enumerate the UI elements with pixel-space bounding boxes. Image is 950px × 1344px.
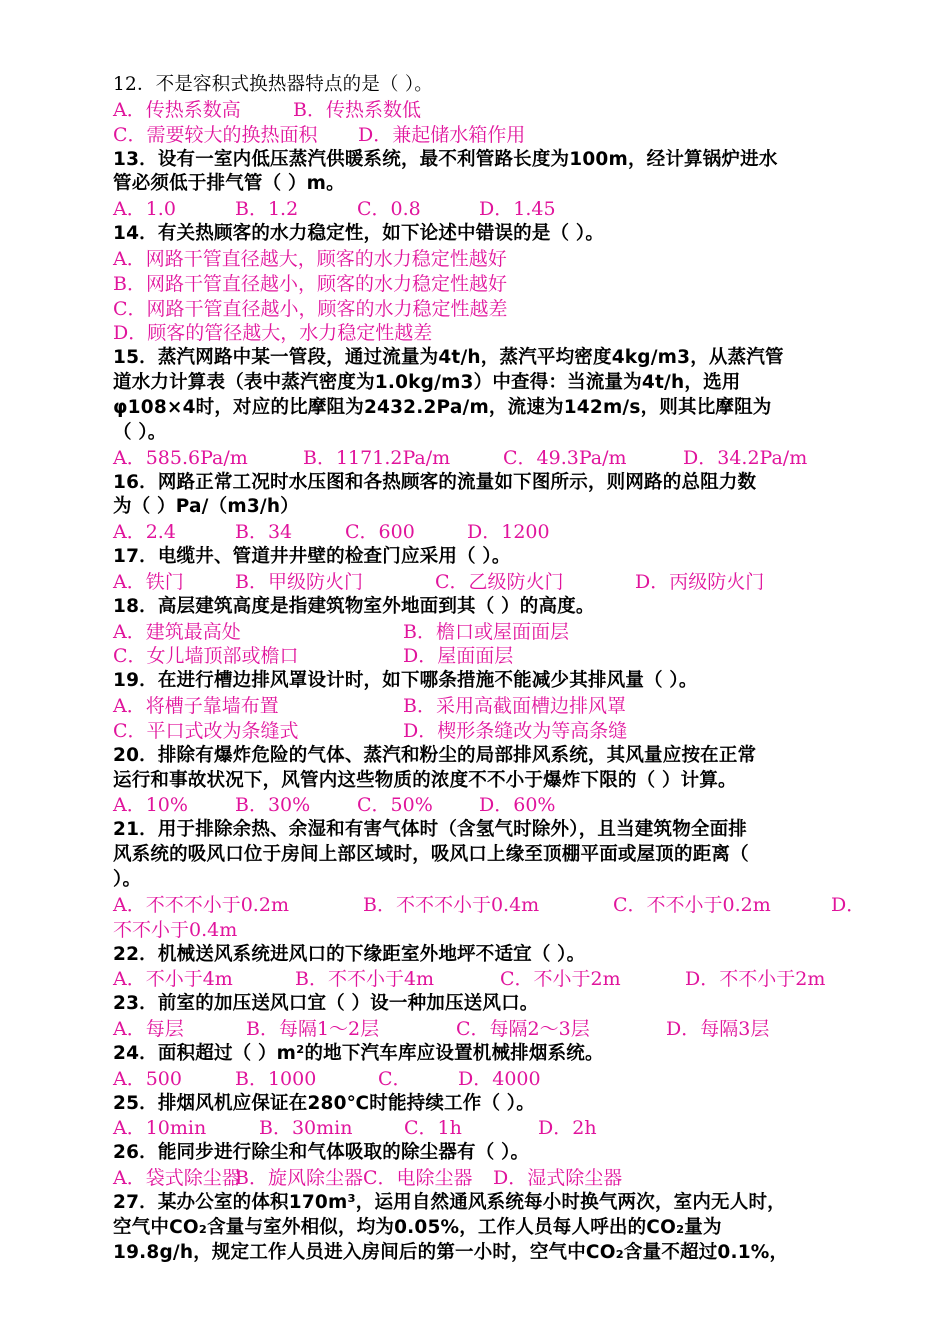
question-stem-line: 21．用于排除余热、余湿和有害气体时（含氢气时除外），且当建筑物全面排 bbox=[113, 819, 747, 841]
option-choice: D．1200 bbox=[467, 521, 550, 544]
option-choice: A．将槽子靠墙布置 bbox=[113, 695, 279, 718]
question-block bbox=[113, 148, 903, 223]
option-choice: D．4000 bbox=[458, 1067, 541, 1090]
option-row bbox=[113, 1067, 903, 1092]
option-choice: C．网路干管直径越小，顾客的水力稳定性越差 bbox=[113, 297, 508, 320]
question-stem-line: 风系统的吸风口位于房间上部区域时，吸风口上缘至顶棚平面或屋顶的距离（ bbox=[113, 844, 749, 866]
question-stem-line: 运行和事故状况下，风管内这些物质的浓度不不小于爆炸下限的（ ）计算。 bbox=[113, 769, 737, 791]
option-row bbox=[113, 123, 903, 148]
question-stem-line: 24．面积超过（ ）m²的地下汽车库应设置机械排烟系统。 bbox=[113, 1042, 604, 1064]
option-choice: A．500 bbox=[113, 1067, 182, 1090]
question-stem-line: 20．排除有爆炸危险的气体、蒸汽和粉尘的局部排风系统，其风量应按在正常 bbox=[113, 744, 757, 766]
option-choice: D．34.2Pa/m bbox=[683, 446, 808, 469]
option-row bbox=[113, 644, 903, 669]
option-choice: D．60% bbox=[479, 794, 556, 817]
option-choice: C．600 bbox=[345, 521, 415, 544]
question-stem-line: 25．排烟风机应保证在280℃时能持续工作（ ）。 bbox=[113, 1092, 535, 1114]
option-row bbox=[113, 967, 903, 992]
option-choice: A．建筑最高处 bbox=[113, 620, 241, 643]
option-choice: C．50% bbox=[357, 794, 433, 817]
option-row bbox=[113, 620, 903, 645]
option-choice: B．30min bbox=[259, 1117, 353, 1140]
option-choice: B．采用高截面槽边排风罩 bbox=[403, 695, 626, 718]
question-stem-line: 14．有关热顾客的水力稳定性，如下论述中错误的是（ ）。 bbox=[113, 223, 605, 245]
question-stem-line: 17．电缆井、管道井井壁的检查门应采用（ ）。 bbox=[113, 546, 511, 568]
question-list bbox=[113, 73, 903, 1266]
option-choice: A．每层 bbox=[113, 1018, 184, 1041]
option-choice: B．1.2 bbox=[235, 198, 299, 221]
option-row bbox=[113, 570, 903, 595]
option-row bbox=[113, 520, 903, 545]
question-block bbox=[113, 545, 903, 595]
option-row bbox=[113, 321, 903, 346]
option-choice: D．1.45 bbox=[479, 198, 556, 221]
question-stem-line: 22．机械送风系统进风口的下缘距室外地坪不适宜（ ）。 bbox=[113, 943, 586, 965]
option-choice: C．女儿墙顶部或檐口 bbox=[113, 645, 299, 668]
option-choice: C． bbox=[378, 1067, 412, 1090]
option-choice: C．不小于2m bbox=[500, 968, 621, 991]
option-choice: C．49.3Pa/m bbox=[503, 446, 627, 469]
option-row bbox=[113, 247, 903, 272]
option-choice: 不不小于0.4m bbox=[113, 918, 238, 941]
option-choice: D．顾客的管径越大，水力稳定性越差 bbox=[113, 322, 433, 345]
option-choice: A．10% bbox=[113, 794, 188, 817]
option-choice: B．每隔1～2层 bbox=[246, 1018, 380, 1041]
question-block bbox=[113, 818, 903, 942]
option-choice: B．1171.2Pa/m bbox=[303, 446, 451, 469]
option-choice: D． bbox=[831, 893, 866, 916]
question-stem-line: 15．蒸汽网路中某一管段，通过流量为4t/h，蒸汽平均密度4kg/m3，从蒸汽管 bbox=[113, 347, 784, 369]
option-choice: A．不小于4m bbox=[113, 968, 233, 991]
option-row bbox=[113, 719, 903, 744]
option-choice: B．旋风除尘器 bbox=[235, 1167, 363, 1190]
option-row bbox=[113, 1017, 903, 1042]
question-stem-line: （ ）。 bbox=[113, 421, 167, 443]
option-choice: D．每隔3层 bbox=[666, 1018, 770, 1041]
option-choice: D．屋面面层 bbox=[403, 645, 514, 668]
option-choice: B．甲级防火门 bbox=[235, 570, 363, 593]
option-choice: B．不不小于4m bbox=[295, 968, 435, 991]
option-row bbox=[113, 1116, 903, 1141]
question-stem-line: 26．能同步进行除尘和气体吸取的除尘器有（ ）。 bbox=[113, 1142, 530, 1164]
question-stem-line: 空气中CO₂含量与室外相似，均为0.05%，工作人员每人呼出的CO₂量为 bbox=[113, 1216, 722, 1238]
question-stem-line: 12．不是容积式换热器特点的是（ ）。 bbox=[113, 74, 433, 95]
question-stem-line: 23．前室的加压送风口宜（ ）设一种加压送风口。 bbox=[113, 993, 539, 1015]
option-choice: C．1h bbox=[404, 1117, 462, 1140]
question-block bbox=[113, 943, 903, 993]
option-choice: D．湿式除尘器 bbox=[493, 1167, 623, 1190]
question-block bbox=[113, 471, 903, 546]
question-block bbox=[113, 1092, 903, 1142]
option-row bbox=[113, 1166, 903, 1191]
option-choice: A．2.4 bbox=[113, 521, 176, 544]
option-choice: A．1.0 bbox=[113, 198, 176, 221]
question-stem-line: ）。 bbox=[113, 869, 142, 890]
question-stem-line: 道水力计算表（表中蒸汽密度为1.0kg/m3）中查得：当流量为4t/h，选用 bbox=[113, 372, 741, 394]
question-stem-line: 19．在进行槽边排风罩设计时，如下哪条措施不能减少其排风量（ ）。 bbox=[113, 670, 698, 692]
question-block bbox=[113, 595, 903, 670]
option-choice: D．丙级防火门 bbox=[635, 570, 765, 593]
question-block bbox=[113, 669, 903, 744]
option-choice: D．兼起储水箱作用 bbox=[358, 123, 526, 146]
option-choice: D．2h bbox=[538, 1117, 597, 1140]
option-choice: A．铁门 bbox=[113, 570, 184, 593]
question-stem-line: 为（ ）Pa/（m3/h） bbox=[113, 496, 299, 518]
option-choice: A．网路干管直径越大，顾客的水力稳定性越好 bbox=[113, 247, 507, 270]
option-choice: B．34 bbox=[235, 521, 293, 544]
question-stem-line: 16．网路正常工况时水压图和各热顾客的流量如下图所示，则网路的总阻力数 bbox=[113, 471, 757, 493]
document-page bbox=[113, 73, 903, 1266]
question-block bbox=[113, 744, 903, 819]
option-choice: B．30% bbox=[235, 794, 311, 817]
question-block bbox=[113, 346, 903, 470]
option-choice: A．10min bbox=[113, 1117, 207, 1140]
option-choice: C．不不小于0.2m bbox=[613, 893, 771, 916]
option-choice: B．1000 bbox=[235, 1067, 317, 1090]
option-choice: A．传热系数高 bbox=[113, 98, 241, 121]
option-row bbox=[113, 272, 903, 297]
option-choice: C．电除尘器 bbox=[363, 1167, 473, 1190]
option-row bbox=[113, 793, 903, 818]
option-choice: A．585.6Pa/m bbox=[113, 446, 248, 469]
option-row bbox=[113, 893, 903, 918]
question-block bbox=[113, 222, 903, 346]
question-block bbox=[113, 1141, 903, 1191]
question-stem-line: 19.8g/h，规定工作人员进入房间后的第一小时，空气中CO₂含量不超过0.1%， bbox=[113, 1241, 789, 1263]
question-stem-line: 13．设有一室内低压蒸汽供暖系统，最不利管路长度为100m，经计算锅炉进水 bbox=[113, 148, 778, 170]
option-choice: C．每隔2～3层 bbox=[456, 1018, 590, 1041]
option-choice: B．檐口或屋面面层 bbox=[403, 620, 569, 643]
option-choice: B．传热系数低 bbox=[293, 98, 421, 121]
question-stem-line: 27．某办公室的体积170m³，运用自然通风系统每小时换气两次，室内无人时， bbox=[113, 1191, 786, 1213]
option-choice: C．需要较大的换热面积 bbox=[113, 123, 318, 146]
option-row bbox=[113, 694, 903, 719]
option-row bbox=[113, 446, 903, 471]
option-choice: B．不不不小于0.4m bbox=[363, 893, 540, 916]
option-choice: A．不不不小于0.2m bbox=[113, 893, 289, 916]
option-choice: A．袋式除尘器 bbox=[113, 1167, 241, 1190]
option-choice: D．不不小于2m bbox=[685, 968, 826, 991]
question-stem-line: 18．高层建筑高度是指建筑物室外地面到其（ ）的高度。 bbox=[113, 595, 595, 617]
option-row bbox=[113, 98, 903, 123]
question-block bbox=[113, 1042, 903, 1092]
question-block bbox=[113, 1191, 903, 1266]
option-choice: C．乙级防火门 bbox=[435, 570, 564, 593]
option-choice: C．平口式改为条缝式 bbox=[113, 719, 299, 742]
question-stem-line: 管必须低于排气管（ ）m。 bbox=[113, 173, 345, 195]
option-row bbox=[113, 197, 903, 222]
option-choice: D．楔形条缝改为等高条缝 bbox=[403, 719, 628, 742]
option-row bbox=[113, 918, 903, 943]
question-block bbox=[113, 73, 903, 148]
option-choice: B．网路干管直径越小，顾客的水力稳定性越好 bbox=[113, 272, 507, 295]
option-choice: C．0.8 bbox=[357, 198, 421, 221]
question-block bbox=[113, 992, 903, 1042]
option-row bbox=[113, 297, 903, 322]
question-stem-line: φ108×4时，对应的比摩阻为2432.2Pa/m，流速为142m/s，则其比摩阻为 bbox=[113, 396, 772, 418]
